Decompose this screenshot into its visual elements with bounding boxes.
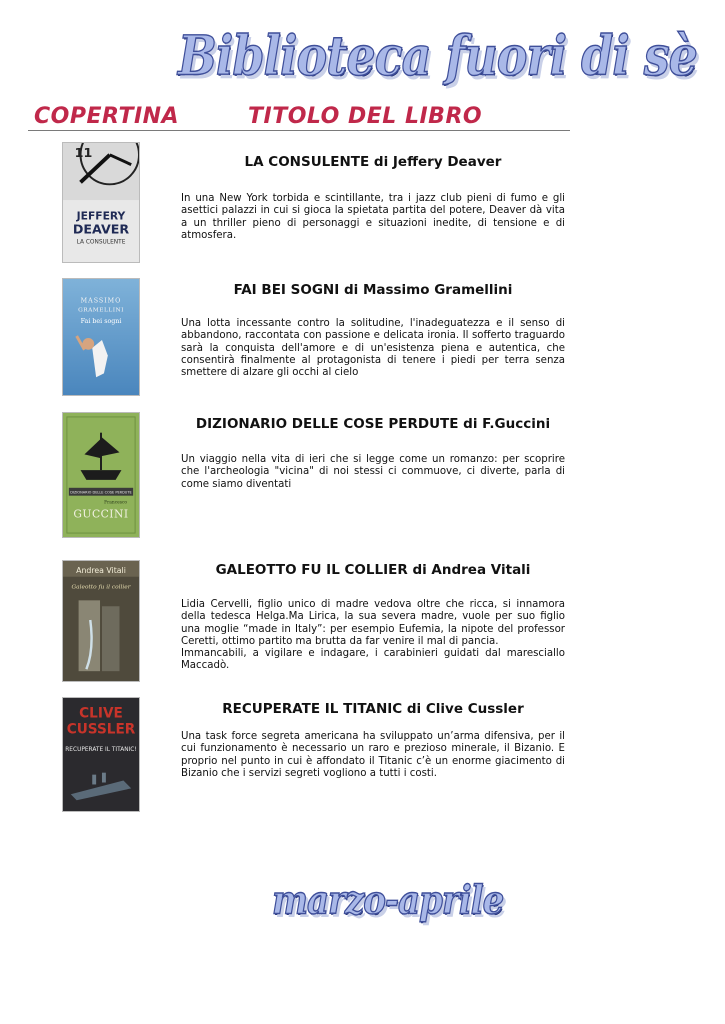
book-description-3 [181,454,565,491]
period-title: marzo-aprile [272,878,504,924]
book-title-text: LA CONSULENTE [244,154,370,170]
book-author: di Clive Cussler [406,701,524,717]
cover-text: GRAMELLINI [78,307,124,314]
book-cover-2 [62,278,140,396]
page-title: Biblioteca fuori di sè [178,24,697,88]
description-paragraph: Una task force segreta americana ha sviluppato un’arma difensiva, per il cui funzionamento è necessario un raro e prezioso minerale, il Bizanio. E proprio nel punto in cui è affondato il Titanic c’è un enorme giacimento di Bizanio che i servizi segreti vogliono a tutti i costi. [181,731,565,779]
book-title-text: DIZIONARIO DELLE COSE PERDUTE [195,416,459,432]
cover-text: Francesco [104,500,128,506]
book-title-text: FAI BEI SOGNI [233,282,340,298]
book-description-1 [181,193,565,242]
book-author: di Jeffery Deaver [373,154,502,170]
description-paragraph: Un viaggio nella vita di ieri che si legge come un romanzo: per scoprire che l'archeologia "vicina" di noi stessi ci commuove, ci diverte, parla di come siamo diventati [181,454,565,490]
description-paragraph: Una lotta incessante contro la solitudine, l'inadeguatezza e il senso di abbandono, raccontata con passione e delicata ironia. Il sofferto traguardo sarà la conquista dell'amore e di un'esistenza piena e autentica, che consentirà finalmente al protagonista di tenere i piedi per terra senza smettere di alzare gli occhi al cielo [181,318,565,379]
cover-text: DEAVER [72,221,130,237]
book-title-5 [181,701,565,717]
book-cover-4 [62,560,140,682]
book-author: di Andrea Vitali [412,562,531,578]
cover-text: MASSIMO [80,297,122,305]
book-title-3 [181,416,565,432]
book-description-2 [181,318,565,379]
column-header-cover: COPERTINA [34,104,180,129]
cover-text: LA CONSULENTE [76,239,126,246]
description-paragraph: Immancabili, a vigilare e indagare, i carabinieri guidati dal maresciallo Maccadò. [181,648,565,672]
book-cover-1 [62,142,140,263]
book-title-2 [181,282,565,298]
book-description-5 [181,731,565,780]
svg-text:11: 11 [74,144,93,160]
book-title-4 [181,562,565,578]
book-author: di Massimo Gramellini [343,282,513,298]
description-paragraph: Lidia Cervelli, figlio unico di madre vedova oltre che ricca, si innamora della tedesca Helga.Ma Lirica, la sua severa madre, vuole per suo figlio una moglie “made in Italy”: per esempio Eufemia, la nipote del professor Ceretti, ottimo partito ma brutta da far venire il mal di pancia. [181,599,565,647]
book-author: di F.Guccini [463,416,551,432]
book-title-1 [181,154,565,170]
book-title-text: RECUPERATE IL TITANIC [222,701,403,717]
header-divider [28,130,570,131]
cover-text: Fai bei sogni [80,318,122,326]
book-title-text: GALEOTTO FU IL COLLIER [215,562,408,578]
column-header-title: TITOLO DEL LIBRO [248,104,483,129]
cover-text: DIZIONARIO DELLE COSE PERDUTE [70,490,132,495]
description-paragraph: In una New York torbida e scintillante, tra i jazz club pieni di fumo e gli asettici palazzi in cui si gioca la spietata partita del potere, Deaver dà vita a un thriller pieno di personaggi e situazioni inedite, di tensione e di atmosfera. [181,193,565,241]
cover-text: CLIVE [79,705,123,722]
book-cover-3 [62,412,140,538]
cover-text: Galeotto fu il collier [71,584,131,591]
cover-text: RECUPERATE IL TITANIC! [65,747,137,754]
cover-text: JEFFERY [76,209,126,223]
book-description-4 [181,599,565,673]
cover-text: Andrea Vitali [76,565,126,575]
book-cover-5 [62,697,140,812]
cover-text: CUSSLER [66,721,136,738]
cover-text: GUCCINI [73,507,129,521]
